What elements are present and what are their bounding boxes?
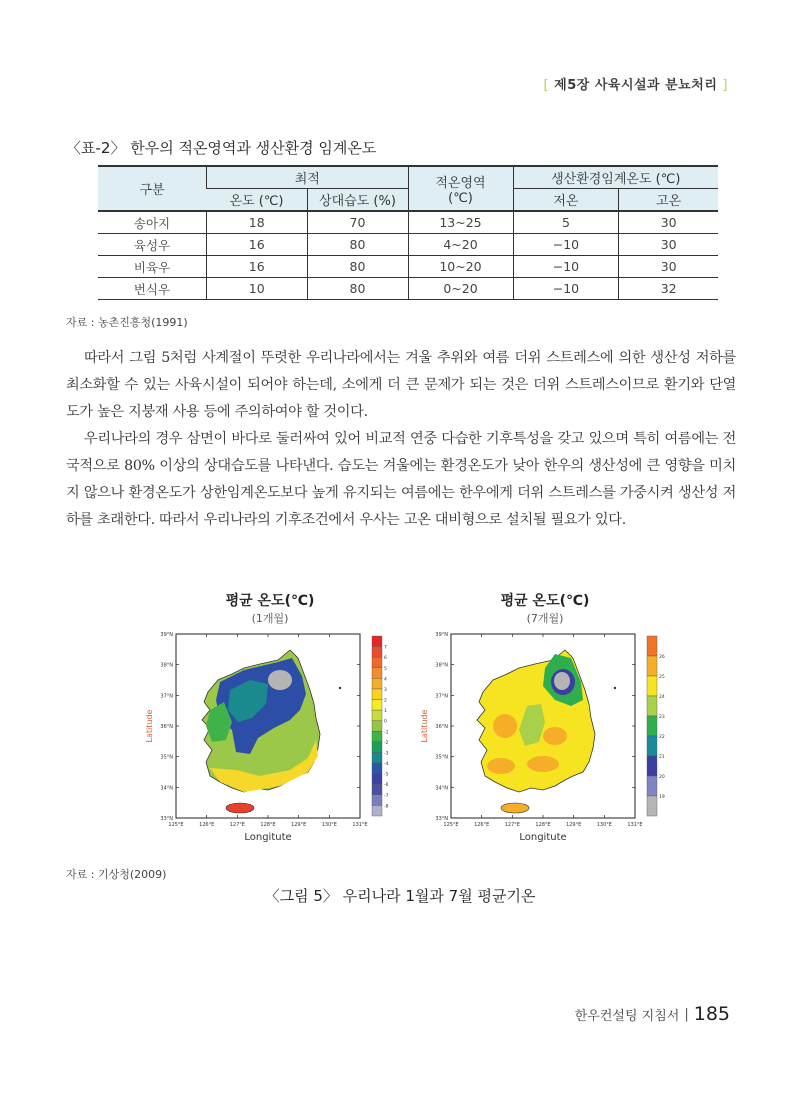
legend-swatch — [647, 716, 657, 736]
lat-tick-label: 36°N — [435, 724, 448, 730]
legend-swatch — [647, 656, 657, 676]
y-axis-label: Latitude — [145, 709, 154, 743]
figure-caption: 〈그림 5〉 우리나라 1월과 7월 평균기온 — [264, 887, 536, 905]
map-subtitle: (7개월) — [526, 612, 564, 625]
lon-tick-label: 127°E — [229, 822, 245, 828]
legend-tick-label: 23 — [659, 715, 665, 720]
header-high: 고온 — [619, 189, 718, 212]
header-comfort-zone — [408, 166, 513, 211]
header-low: 저온 — [513, 189, 619, 212]
legend-swatch — [372, 657, 382, 668]
cell-temp: 16 — [207, 234, 308, 256]
lat-tick-label: 35°N — [435, 754, 448, 761]
legend-swatch — [372, 795, 382, 806]
legend-swatch — [372, 668, 382, 679]
map-title: 평균 온도(℃) — [500, 593, 590, 609]
jeju-island — [226, 803, 254, 813]
map-title: 평균 온도(℃) — [225, 593, 315, 609]
header-optimal: 최적 — [207, 166, 409, 189]
legend-tick-label: 19 — [659, 795, 665, 800]
lon-tick-label: 131°E — [627, 822, 643, 828]
page-footer — [575, 1003, 730, 1025]
cell-low: 5 — [513, 211, 619, 234]
legend-swatch — [647, 776, 657, 796]
legend-tick-label: -5 — [384, 772, 389, 778]
ulleung-marker — [339, 687, 341, 689]
legend-tick-label: -3 — [384, 751, 389, 757]
cell-comfort: 13~25 — [408, 211, 513, 234]
lat-tick-label: 34°N — [435, 785, 448, 792]
legend-tick-label: 2 — [384, 698, 387, 704]
legend-tick-label: 20 — [659, 775, 665, 780]
cell-low: −10 — [513, 278, 619, 300]
cell-category: 비육우 — [98, 256, 207, 278]
legend-swatch — [372, 647, 382, 658]
legend-swatch — [372, 721, 382, 732]
cell-humidity: 80 — [307, 278, 408, 300]
cell-high: 30 — [619, 211, 718, 234]
legend-tick-label: 24 — [659, 695, 665, 700]
body-paragraph-1 — [66, 345, 736, 426]
chapter-title: 제5장 사육시설과 분뇨처리 — [554, 78, 718, 93]
lon-tick-label: 128°E — [535, 822, 551, 828]
lat-tick-label: 37°N — [160, 693, 173, 700]
critical-temperature-table — [98, 165, 718, 300]
footer-separator: | — [684, 1006, 689, 1022]
lat-tick-label: 37°N — [435, 693, 448, 700]
lon-tick-label: 129°E — [566, 822, 582, 828]
coldest-zone — [554, 672, 570, 690]
cell-comfort: 0~20 — [408, 278, 513, 300]
cell-category: 송아지 — [98, 211, 207, 234]
legend-swatch — [372, 636, 382, 647]
header-temp: 온도 (℃) — [207, 189, 308, 212]
cell-high: 30 — [619, 234, 718, 256]
cell-humidity: 80 — [307, 234, 408, 256]
lat-tick-label: 38°N — [160, 662, 173, 669]
cell-comfort: 10~20 — [408, 256, 513, 278]
cell-category: 번식우 — [98, 278, 207, 300]
legend-tick-label: 1 — [384, 709, 387, 715]
map-subtitle: (1개월) — [251, 612, 289, 625]
header-category: 구분 — [98, 166, 207, 211]
body-paragraph-2 — [66, 426, 736, 534]
legend-tick-label: 22 — [659, 735, 665, 740]
cell-high: 32 — [619, 278, 718, 300]
legend-swatch — [647, 676, 657, 696]
legend-swatch — [647, 756, 657, 776]
cell-temp: 18 — [207, 211, 308, 234]
lat-tick-label: 36°N — [160, 724, 173, 730]
legend-swatch — [372, 774, 382, 785]
table-source: 자료 : 농촌진흥청(1991) — [66, 316, 188, 329]
lon-tick-label: 130°E — [321, 822, 337, 828]
header-humidity: 상대습도 (%) — [307, 189, 408, 212]
paragraph-text: 따라서 그림 5처럼 사계절이 뚜렷한 우리나라에서는 겨울 추위와 여름 더위 스트레스에 의한 생산성 저하를 최소화할 수 있는 사육시설이 되어야 하는데, 소에게 더 큰 문제가 되는 것은 더위 스트레스이므로 환기와 단열도가 높은 지붕재 사용 등에 주의하여야 할 것이다. — [66, 350, 736, 420]
legend-swatch — [372, 805, 382, 816]
hot-zone — [527, 756, 559, 772]
cell-humidity: 70 — [307, 211, 408, 234]
cell-category: 육성우 — [98, 234, 207, 256]
lon-tick-label: 131°E — [352, 822, 368, 828]
coldest-zone — [268, 670, 292, 690]
lon-tick-label: 130°E — [596, 822, 612, 828]
cell-comfort: 4~20 — [408, 234, 513, 256]
legend-tick-label: 7 — [384, 645, 387, 651]
cell-temp: 10 — [207, 278, 308, 300]
legend-tick-label: -8 — [384, 804, 389, 810]
legend-tick-label: -4 — [384, 762, 389, 768]
legend-tick-label: 4 — [384, 677, 387, 683]
lon-tick-label: 128°E — [260, 822, 276, 828]
legend-tick-label: 6 — [384, 656, 387, 662]
table-caption: 〈표-2〉 한우의 적온영역과 생산환경 임계온도 — [66, 139, 377, 157]
cell-high: 30 — [619, 256, 718, 278]
legend-swatch — [372, 784, 382, 795]
table-row — [98, 211, 718, 234]
header-comfort-zone-unit: (℃) — [448, 190, 473, 206]
legend-swatch — [372, 710, 382, 721]
legend-swatch — [647, 736, 657, 756]
cell-low: −10 — [513, 256, 619, 278]
legend-tick-label: -7 — [384, 793, 389, 799]
cell-humidity: 80 — [307, 256, 408, 278]
legend-swatch — [372, 731, 382, 742]
map-july-figure — [415, 630, 675, 855]
lat-tick-label: 33°N — [435, 816, 448, 822]
legend-swatch — [647, 636, 657, 656]
lon-tick-label: 126°E — [199, 822, 215, 828]
table-row — [98, 256, 718, 278]
lon-tick-label: 129°E — [291, 822, 307, 828]
x-axis-label: Longitute — [519, 832, 567, 843]
y-axis-label: Latitude — [420, 709, 429, 743]
legend-tick-label: 21 — [659, 755, 665, 760]
cell-temp: 16 — [207, 256, 308, 278]
hot-zone — [493, 714, 517, 738]
lon-tick-label: 126°E — [474, 822, 490, 828]
lat-tick-label: 33°N — [160, 816, 173, 822]
figure-source: 자료 : 기상청(2009) — [66, 868, 167, 881]
book-title: 한우컨설팅 지침서 — [574, 1008, 680, 1024]
legend-tick-label: 26 — [659, 655, 665, 660]
bracket-open: [ — [543, 78, 550, 93]
page-number: 185 — [693, 1003, 730, 1025]
hot-zone — [487, 758, 515, 774]
paragraph-text: 우리나라의 경우 삼면이 바다로 둘러싸여 있어 비교적 연중 다습한 기후특성을 갖고 있으며 특히 여름에는 전국적으로 80% 이상의 상대습도를 나타낸다. 습도는 겨울에는 환경온도가 낮아 한우의 생산성에 큰 영향을 미치지 않으나 환경온도가 상한임계온도보다 높게 유지되는 여름에는 한우에게 더위 스트레스를 가중시켜 생산성 저하를 초래한다. 따라서 우리나라의 기후조건에서 우사는 고온 대비형으로 설치될 필요가 있다. — [66, 431, 736, 528]
legend-tick-label: -1 — [384, 730, 389, 736]
lat-tick-label: 38°N — [435, 662, 448, 669]
header-comfort-zone-label: 적온영역 — [435, 175, 486, 191]
lat-tick-label: 39°N — [435, 632, 448, 638]
lon-tick-label: 127°E — [504, 822, 520, 828]
header-critical: 생산환경임계온도 (℃) — [513, 166, 718, 189]
hot-zone — [543, 727, 567, 745]
lon-tick-label: 125°E — [443, 822, 459, 828]
legend-swatch — [372, 763, 382, 774]
map-january-figure — [140, 630, 400, 855]
legend-tick-label: 5 — [384, 666, 387, 672]
bracket-close: ] — [722, 78, 728, 93]
cell-low: −10 — [513, 234, 619, 256]
map-july — [415, 590, 675, 855]
map-january — [140, 590, 400, 855]
x-axis-label: Longitute — [244, 832, 292, 843]
legend-swatch — [372, 689, 382, 700]
legend-swatch — [372, 700, 382, 711]
legend-swatch — [372, 752, 382, 763]
legend-tick-label: 0 — [384, 719, 387, 725]
legend-tick-label: -2 — [384, 740, 389, 746]
legend-swatch — [372, 742, 382, 753]
legend-tick-label: 3 — [384, 687, 387, 693]
ulleung-marker — [614, 687, 616, 689]
legend-swatch — [372, 678, 382, 689]
lon-tick-label: 125°E — [168, 822, 184, 828]
lat-tick-label: 39°N — [160, 632, 173, 638]
lat-tick-label: 35°N — [160, 754, 173, 761]
legend-tick-label: 25 — [659, 675, 665, 680]
legend-swatch — [647, 696, 657, 716]
legend-tick-label: -6 — [384, 783, 389, 789]
table-row — [98, 234, 718, 256]
legend-swatch — [647, 796, 657, 816]
table-row — [98, 278, 718, 300]
jeju-island — [501, 803, 529, 813]
lat-tick-label: 34°N — [160, 785, 173, 792]
chapter-header — [544, 74, 728, 93]
